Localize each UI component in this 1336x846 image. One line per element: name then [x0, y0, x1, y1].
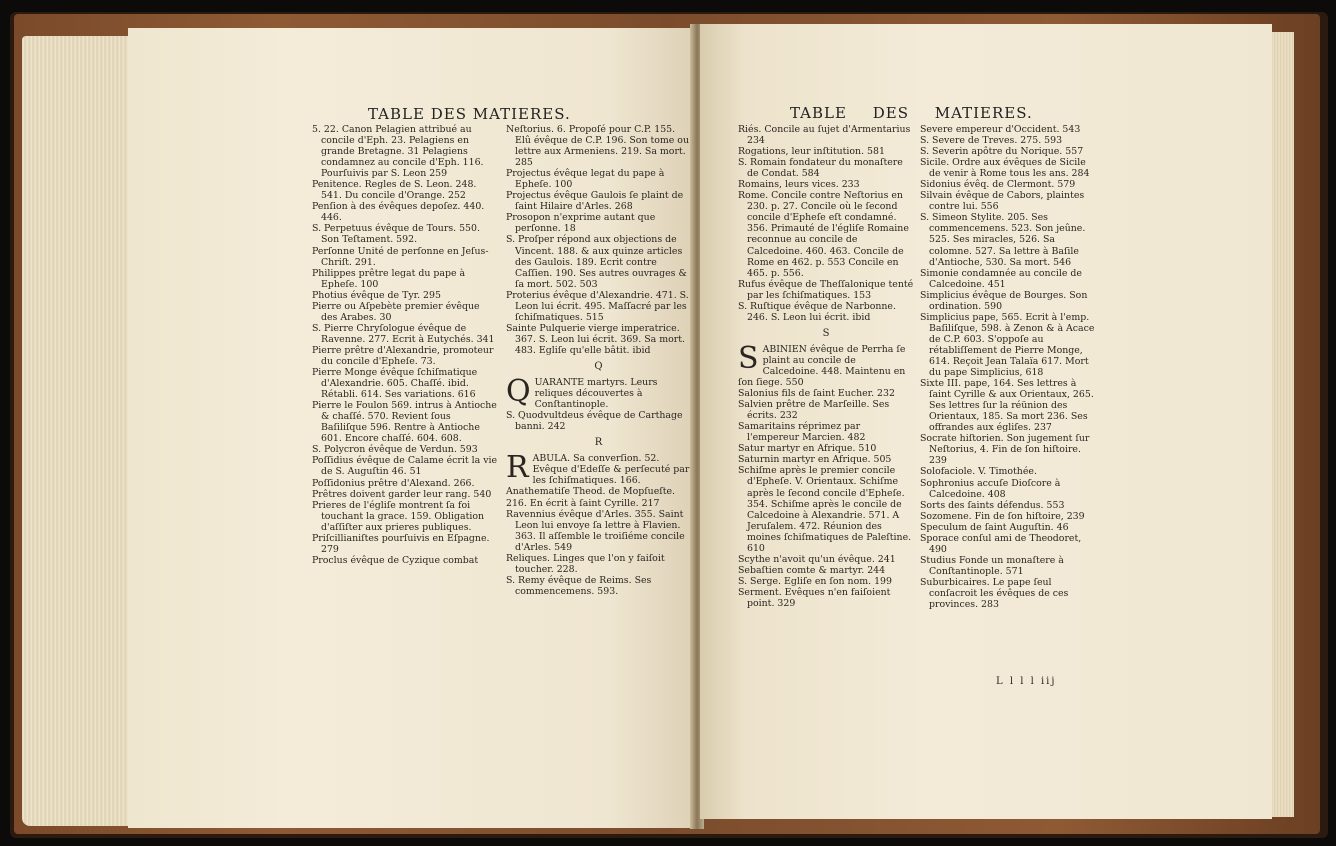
entry-rabula: [506, 450, 691, 509]
index-entry: S. Severe de Treves. 275. 593: [920, 135, 1063, 147]
index-entry: Socrate hiſtorien. Son jugement ſur Neſtorius, 4. Fin de ſon hiſtoire. 239: [920, 433, 1090, 467]
index-entry: Salvien prêtre de Marſeille. Ses écrits. 232: [738, 399, 890, 422]
index-entry: Saturnin martyr en Afrique. 505: [738, 454, 892, 466]
running-head-left: TABLE DES MATIERES.: [368, 105, 571, 123]
right-col1-entries-s: [738, 388, 914, 609]
index-entry: Penitence. Regles de S. Leon. 248. 541. Du concile d'Orange. 252: [312, 179, 477, 202]
index-entry: Solofaciole. V. Timothée.: [920, 466, 1037, 478]
entry-sabinien: [738, 340, 914, 389]
index-entry: S. Severin apôtre du Norique. 557: [920, 146, 1084, 158]
index-entry: Proterius évêque d'Alexandrie. 471. S. Leon lui écrit. 495. Maſſacré par les ſchiſmatiques. 515: [506, 289, 689, 323]
page-edges-left: [22, 36, 132, 826]
index-entry: Proclus évêque de Cyzique combat: [312, 554, 479, 566]
index-entry: Schiſme après le premier concile d'Epheſe. V. Orientaux. Schiſme après le ſecond concile d'Epheſe. 354. Schiſme après le concile de Calcedoine à Alexandrie. 571. A Jeruſalem. 472. Réunion des moines ſchiſmatiques de Paleſtine. 610: [738, 465, 912, 554]
right-column-2: [920, 124, 1098, 610]
index-entry: Simonie condamnée au concile de Calcedoine. 451: [920, 267, 1082, 290]
index-entry: Sicile. Ordre aux évêques de Sicile de venir à Rome tous les ans. 284: [920, 157, 1090, 180]
index-entry: S. Perpetuus évêque de Tours. 550. Son Teſtament. 592.: [312, 223, 480, 246]
dropcap-r: R: [506, 450, 529, 486]
entry-quarante-text: UARANTE martyrs. Leurs reliques découvertes à Conſtantinople.: [534, 377, 658, 411]
index-entry: Pierre prêtre d'Alexandrie, promoteur du concile d'Epheſe. 73.: [312, 344, 494, 367]
index-entry: Pierre le Foulon 569. intrus à Antioche & chaſſé. 570. Revient ſous Baſiliſque 596. Rentre à Antioche 601. Encore chaſſé. 604. 608.: [312, 400, 497, 445]
index-entry: Projectus évêque legat du pape à Epheſe. 100: [506, 168, 665, 191]
index-entry: Pierre Monge évêque ſchiſmatique d'Alexandrie. 605. Chaſſé. ibid. Rétabli. 614. Ses variations. 616: [312, 367, 478, 401]
index-entry: S. Romain fondateur du monaſtere de Condat. 584: [738, 157, 903, 180]
index-entry: Sidonius évêq. de Clermont. 579: [920, 179, 1076, 191]
dropcap-q: Q: [506, 374, 531, 410]
right-page: [700, 24, 1272, 819]
index-entry: S. Ruſtique évêque de Narbonne. 246. S. Leon lui écrit. ibid: [738, 300, 896, 323]
index-entry: S. Serge. Egliſe en ſon nom. 199: [738, 575, 892, 587]
index-entry: S. Proſper répond aux objections de Vincent. 188. & aux quinze articles des Gaulois. 189. Ecrit contre Caſſien. 190. Ses autres ouvrages & ſa mort. 502. 503: [506, 234, 687, 290]
index-entry: Satur martyr en Afrique. 510: [738, 443, 877, 455]
left-column-2: [506, 124, 691, 597]
index-entry: Romains, leurs vices. 233: [738, 179, 860, 191]
left-col2-entries-r: [506, 509, 691, 597]
index-entry: Severe empereur d'Occident. 543: [920, 124, 1081, 135]
index-entry: Sixte III. pape, 164. Ses lettres à ſaint Cyrille & aux Orientaux, 265. Ses lettres ſur la réünion des Orientaux, 185. Sa mort 236. Ses offrandes aux égliſes. 237: [920, 378, 1094, 434]
index-entry: S. Remy évêque de Reims. Ses commencemens. 593.: [506, 574, 652, 597]
index-entry: Poſſidonius prêtre d'Alexand. 266.: [312, 477, 475, 489]
entry-sabinien-text: ABINIEN évêque de Perrha ſe plaint au concile de Calcedoine. 448. Maintenu en ſon ſiege. 550: [738, 343, 906, 389]
index-entry: Rufus évêque de Theſſalonique tenté par les ſchiſmatiques. 153: [738, 278, 914, 301]
index-entry: S. Polycron évêque de Verdun. 593: [312, 444, 478, 456]
index-entry: Sporace conſul ami de Theodoret, 490: [920, 532, 1082, 555]
index-entry: Prosopon n'exprime autant que perſonne. 18: [506, 212, 656, 235]
index-entry: Philippes prêtre legat du pape à Epheſe. 100: [312, 267, 466, 290]
index-entry: Rome. Concile contre Neſtorius en 230. p. 27. Concile où le ſecond concile d'Epheſe eſt condamné. 356. Primauté de l'égliſe Romaine reconnue au concile de Calcedoine. 460. 463. Concile de Rome en 462. p. 553 Concile en 465. p. 556.: [738, 190, 909, 279]
left-page: [128, 28, 694, 828]
index-entry: Studius Fonde un monaſtere à Conſtantinople. 571: [920, 554, 1064, 577]
index-entry: Sophronius accuſe Dioſcore à Calcedoine. 408: [920, 477, 1061, 500]
left-col2-entries-q: [506, 410, 691, 432]
index-entry: Silvain évêque de Cabors, plaintes contre lui. 556: [920, 190, 1085, 213]
index-entry: Simplicius pape, 565. Ecrit à l'emp. Baſiliſque, 598. à Zenon & à Acace de C.P. 603. S'oppoſe au rétabliſſement de Pierre Monge, 614. Reçoit Jean Talaïa 617. Mort du pape Simplicius, 618: [920, 311, 1095, 379]
index-entry: Pierre ou Aſpebète premier évêque des Arabes. 30: [312, 300, 480, 323]
index-entry: 5. 22. Canon Pelagien attribué au concile d'Eph. 23. Pelagiens en grande Bretagne. 31 Pelagiens condamnez au concile d'Eph. 116. Pourſuivis par S. Leon 259: [312, 124, 484, 180]
index-entry: Serment. Evêques n'en faiſoient point. 329: [738, 586, 891, 609]
index-entry: Priſcillianiſtes pourſuivis en Eſpagne. 279: [312, 532, 490, 555]
index-entry: Sorts des ſaints défendus. 553: [920, 499, 1065, 511]
dropcap-s: S: [738, 340, 759, 376]
page-edges-right: [1270, 32, 1294, 817]
right-column-1: [738, 124, 914, 609]
section-letter-r: R: [594, 437, 603, 449]
index-entry: Simplicius évêque de Bourges. Son ordination. 590: [920, 289, 1088, 312]
index-entry: Sozomene. Fin de ſon hiſtoire, 239: [920, 510, 1085, 522]
index-entry: Samaritains réprimez par l'empereur Marcien. 482: [738, 421, 866, 444]
index-entry: Ravennius évêque d'Arles. 355. Saint Leon lui envoye ſa lettre à Flavien. 363. Il aſſemble le troiſiéme concile d'Arles. 549: [506, 508, 685, 553]
right-col1-entries-r: [738, 124, 914, 323]
index-entry: Penſion à des évêques depoſez. 440. 446.: [312, 201, 485, 224]
index-entry: Riés. Concile au ſujet d'Armentarius 234: [738, 124, 911, 147]
index-entry: Prêtres doivent garder leur rang. 540: [312, 488, 492, 500]
index-entry: Suburbicaires. Le pape ſeul conſacroit les évêques de ces provinces. 283: [920, 576, 1069, 611]
index-entry: Neſtorius. 6. Propoſé pour C.P. 155. Elû évêque de C.P. 196. Son tome ou lettre aux Armeniens. 219. Sa mort. 285: [506, 124, 689, 169]
catchword: L l l l iij: [996, 676, 1057, 687]
section-letter-s: S: [822, 327, 830, 339]
index-entry: Sainte Pulquerie vierge imperatrice. 367. S. Leon lui écrit. 369. Sa mort. 483. Egliſe qu'elle bâtit. ibid: [506, 322, 685, 356]
index-entry: Sebaſtien comte & martyr. 244: [738, 564, 886, 576]
index-entry: S. Pierre Chryſologue évêque de Ravenne. 277. Ecrit à Eutychés. 341: [312, 322, 495, 345]
index-entry: Perſonne Unité de perſonne en Jeſus-Chriſt. 291.: [312, 245, 489, 268]
index-entry: Prieres de l'égliſe montrent ſa foi touchant la grace. 159. Obligation d'aſſiſter aux prieres publiques.: [312, 499, 485, 533]
index-entry: Projectus évêque Gaulois ſe plaint de ſaint Hilaire d'Arles. 268: [506, 190, 684, 213]
index-entry: Poſſidius évêque de Calame écrit la vie de S. Auguſtin 46. 51: [312, 455, 498, 478]
index-entry: Rogations, leur inſtitution. 581: [738, 146, 885, 158]
left-col2-entries-p: [506, 124, 691, 356]
entry-quarante: [506, 374, 691, 411]
section-letter-q: Q: [594, 360, 603, 372]
entry-rabula-text: ABULA. Sa converſion. 52. Evêque d'Edeſſe & perſecuté par les ſchiſmatiques. 166. Anathematiſe Theod. de Mopſueſte. 216. En écrit à ſaint Cyrille. 217: [506, 453, 690, 509]
index-entry: Scythe n'avoit qu'un évêque. 241: [738, 553, 896, 565]
index-entry: Salonius fils de ſaint Eucher. 232: [738, 388, 895, 400]
index-entry: S. Simeon Stylite. 205. Ses commencemens. 523. Son jeûne. 525. Ses miracles, 526. Sa colomne. 527. Sa lettre à Baſile d'Antioche, 530. Sa mort. 546: [920, 212, 1086, 268]
index-entry: Photius évêque de Tyr. 295: [312, 289, 441, 301]
index-entry: Speculum de ſaint Auguſtin. 46: [920, 521, 1069, 533]
running-head-right: TABLE DES MATIERES.: [790, 104, 1033, 122]
left-column-1: [312, 124, 498, 566]
index-entry: Reliques. Linges que l'on y faiſoit toucher. 228.: [506, 552, 665, 575]
index-entry: S. Quodvultdeus évêque de Carthage banni. 242: [506, 410, 683, 433]
